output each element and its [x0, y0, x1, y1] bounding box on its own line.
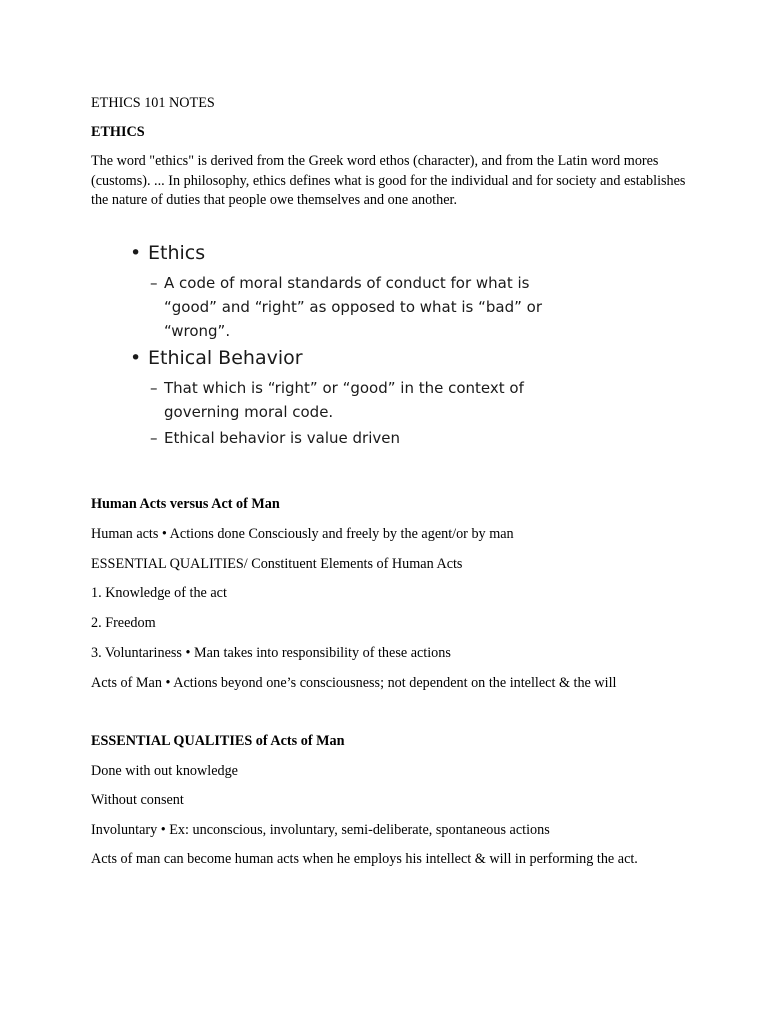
text-line: 1. Knowledge of the act: [91, 585, 227, 601]
text-line: Acts of Man • Actions beyond one’s consciousness; not dependent on the intellect & the will: [91, 675, 617, 691]
slide-text-line: Ethical behavior is value driven: [164, 429, 400, 447]
text-line: Done with out knowledge: [91, 763, 238, 779]
section-heading-human-acts: Human Acts versus Act of Man: [91, 496, 280, 512]
text-line: 2. Freedom: [91, 615, 156, 631]
text-line: ESSENTIAL QUALITIES/ Constituent Elements of Human Acts: [91, 556, 463, 572]
bullet-marker: •: [130, 242, 142, 264]
slide-text-line: A code of moral standards of conduct for what is: [164, 274, 530, 292]
slide-text-line: “good” and “right” as opposed to what is “bad” or: [164, 298, 543, 316]
text-line: Human acts • Actions done Consciously and freely by the agent/or by man: [91, 526, 514, 542]
bullet-marker: •: [130, 347, 142, 369]
slide-subbullet: [150, 426, 400, 450]
slide-subbullet: [150, 376, 524, 400]
document-title: ETHICS 101 NOTES: [91, 95, 215, 111]
ethics-definition-paragraph: The word "ethics" is derived from the Greek word ethos (character), and from the Latin word mores (customs). ... In philosophy, ethics defines what is good for the individual and for society and establishes the nature of duties that people owe themselves and one another.: [91, 153, 686, 208]
text-line: Acts of man can become human acts when he employs his intellect & will in performing the act.: [91, 851, 638, 867]
slide-text-line: That which is “right” or “good” in the context of: [164, 379, 524, 397]
dash-marker: –: [150, 274, 158, 292]
slide-subbullet: [150, 271, 529, 295]
dash-marker: –: [150, 379, 158, 397]
ethics-slide-image: [122, 236, 542, 456]
text-line: Involuntary • Ex: unconscious, involuntary, semi-deliberate, spontaneous actions: [91, 822, 550, 838]
section-heading-acts-of-man: ESSENTIAL QUALITIES of Acts of Man: [91, 733, 345, 749]
slide-bullet-label: Ethics: [148, 242, 206, 264]
slide-text-line: governing moral code.: [164, 403, 334, 421]
slide-bullet-label: Ethical Behavior: [148, 347, 303, 369]
slide-text-line: “wrong”.: [164, 322, 231, 340]
slide-bullet-ethical-behavior: [130, 347, 303, 369]
dash-marker: –: [150, 429, 158, 447]
text-line: 3. Voluntariness • Man takes into responsibility of these actions: [91, 645, 451, 661]
text-line: Without consent: [91, 792, 184, 808]
slide-bullet-ethics: [130, 242, 205, 264]
section-heading-ethics: ETHICS: [91, 124, 145, 140]
